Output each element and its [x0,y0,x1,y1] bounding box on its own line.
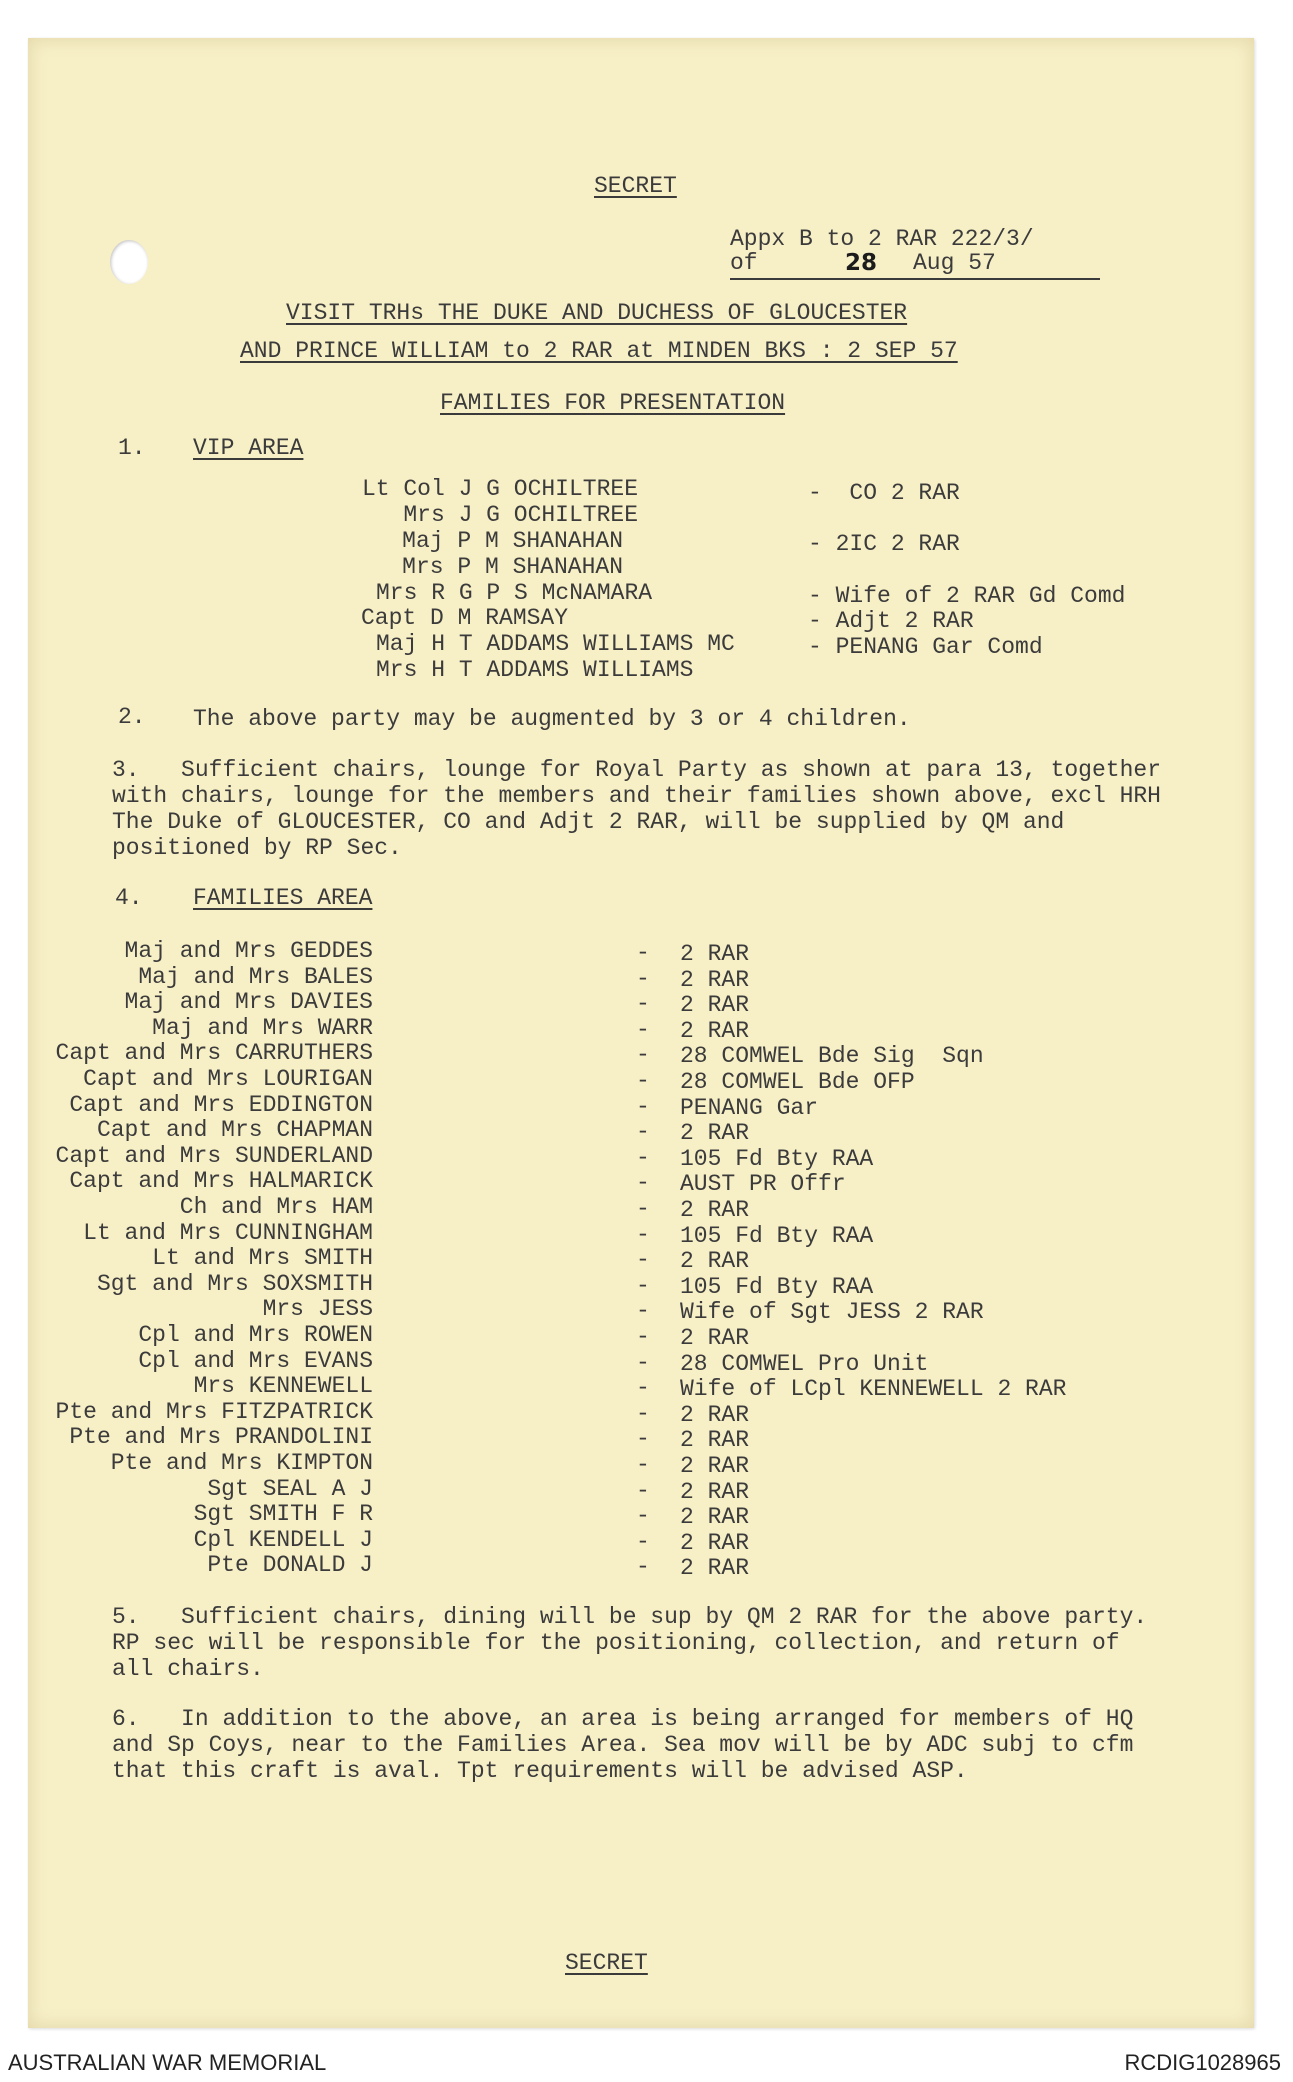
family-dash: - [636,1222,650,1248]
family-unit: 2 RAR [680,1248,750,1274]
family-name: Capt and Mrs LOURIGAN [83,1066,373,1092]
vip-name: Mrs H T ADDAMS WILLIAMS [376,657,694,683]
family-unit: 28 COMWEL Bde Sig Sqn [680,1043,984,1069]
vip-role: - CO 2 RAR [808,480,960,506]
para-2-number: 2. [118,704,146,730]
section-4-heading: FAMILIES AREA [193,885,373,911]
family-unit: Wife of Sgt JESS 2 RAR [680,1299,984,1325]
family-unit: AUST PR Offr [680,1171,846,1197]
family-unit: 2 RAR [680,1530,750,1556]
family-name: Sgt SEAL A J [207,1476,373,1502]
family-name: Capt and Mrs HALMARICK [69,1168,373,1194]
family-unit: 2 RAR [680,1453,750,1479]
family-dash: - [636,1350,650,1376]
family-unit: Wife of LCpl KENNEWELL 2 RAR [680,1376,1067,1402]
appendix-reference: Appx B to 2 RAR 222/3/ [730,226,1034,252]
family-dash: - [636,1503,650,1529]
family-name: Capt and Mrs EDDINGTON [69,1092,373,1118]
date-underline [730,278,1100,280]
family-name: Cpl and Mrs EVANS [138,1348,373,1374]
vip-name: Lt Col J G OCHILTREE [361,476,638,502]
vip-role: - 2IC 2 RAR [808,531,960,557]
para-5-number: 5. [112,1604,140,1630]
family-dash: - [636,991,650,1017]
family-name: Maj and Mrs DAVIES [124,989,373,1015]
family-dash: - [636,966,650,992]
family-dash: - [636,1145,650,1171]
family-unit: PENANG Gar [680,1095,819,1121]
family-unit: 2 RAR [680,1325,750,1351]
section-1-heading: VIP AREA [193,435,304,461]
family-dash: - [636,1324,650,1350]
family-dash: - [636,1042,650,1068]
family-name: Capt and Mrs SUNDERLAND [55,1143,373,1169]
family-dash: - [636,1247,650,1273]
family-unit: 2 RAR [680,1018,750,1044]
family-unit: 2 RAR [680,1555,750,1581]
family-name: Pte and Mrs FITZPATRICK [55,1399,373,1425]
family-name: Lt and Mrs CUNNINGHAM [83,1220,373,1246]
family-dash: - [636,1529,650,1555]
para-3 [112,757,1162,861]
vip-name: Mrs R G P S McNAMARA [376,580,653,606]
family-name: Pte and Mrs KIMPTON [110,1450,373,1476]
classification-bottom: SECRET [565,1950,648,1976]
para-5-text: Sufficient chairs, dining will be sup by QM 2 RAR for the above party. RP sec will be responsible for the positioning, collection, and return of all chairs. [112,1604,1148,1682]
family-unit: 105 Fd Bty RAA [680,1223,874,1249]
family-unit: 2 RAR [680,941,750,967]
family-dash: - [636,1068,650,1094]
family-name: Cpl KENDELL J [193,1527,373,1553]
family-dash: - [636,1452,650,1478]
family-dash: - [636,1401,650,1427]
classification-top: SECRET [594,173,677,199]
subtitle: FAMILIES FOR PRESENTATION [440,390,786,416]
vip-name: Capt D M RAMSAY [361,605,569,631]
family-unit: 28 COMWEL Pro Unit [680,1351,929,1377]
family-name: Mrs KENNEWELL [193,1373,373,1399]
vip-role: - Adjt 2 RAR [808,608,974,634]
family-dash: - [636,1478,650,1504]
para-6 [112,1706,1162,1784]
family-unit: 105 Fd Bty RAA [680,1274,874,1300]
vip-role: - PENANG Gar Comd [808,634,1043,660]
appendix-date-month: Aug 57 [913,250,996,276]
family-name: Maj and Mrs WARR [152,1015,373,1041]
family-dash: - [636,1017,650,1043]
family-name: Capt and Mrs CHAPMAN [96,1117,373,1143]
family-dash: - [636,1273,650,1299]
family-dash: - [636,1298,650,1324]
punch-hole [110,240,148,284]
para-6-number: 6. [112,1706,140,1732]
family-unit: 2 RAR [680,1504,750,1530]
family-dash: - [636,1196,650,1222]
appendix-date-label: of [730,250,758,276]
family-name: Maj and Mrs GEDDES [124,938,373,964]
family-name: Ch and Mrs HAM [179,1194,373,1220]
family-unit: 2 RAR [680,1120,750,1146]
archive-credit: AUSTRALIAN WAR MEMORIAL [8,2050,327,2075]
family-unit: 105 Fd Bty RAA [680,1146,874,1172]
family-name: Mrs JESS [262,1296,373,1322]
para-5 [112,1604,1162,1682]
vip-role: - Wife of 2 RAR Gd Comd [808,583,1126,609]
family-name: Capt and Mrs CARRUTHERS [55,1040,373,1066]
family-unit: 28 COMWEL Bde OFP [680,1069,915,1095]
para-6-text: In addition to the above, an area is being arranged for members of HQ and Sp Coys, near to the Families Area. Sea mov will be by ADC subj to cfm that this craft is aval. Tpt requirements will be advised ASP. [112,1706,1134,1784]
family-name: Sgt and Mrs SOXSMITH [96,1271,373,1297]
family-unit: 2 RAR [680,967,750,993]
family-unit: 2 RAR [680,992,750,1018]
archive-id: RCDIG1028965 [1124,2050,1281,2075]
title-line-1: VISIT TRHs THE DUKE AND DUCHESS OF GLOUCESTER [286,300,908,326]
family-unit: 2 RAR [680,1402,750,1428]
family-dash: - [636,1119,650,1145]
family-dash: - [636,1170,650,1196]
family-dash: - [636,1426,650,1452]
family-name: Maj and Mrs BALES [138,964,373,990]
family-dash: - [636,1375,650,1401]
para-3-text: Sufficient chairs, lounge for Royal Party as shown at para 13, together with chairs, lounge for the members and their families shown above, excl HRH The Duke of GLOUCESTER, CO and Adjt 2 RAR, will be supplied by QM and positioned by RP Sec. [112,757,1161,861]
para-3-number: 3. [112,757,140,783]
title-line-2: AND PRINCE WILLIAM to 2 RAR at MINDEN BKS : 2 SEP 57 [240,338,958,364]
family-dash: - [636,1554,650,1580]
vip-name: Mrs P M SHANAHAN [402,554,623,580]
family-unit: 2 RAR [680,1479,750,1505]
vip-name: Mrs J G OCHILTREE [403,502,638,528]
family-name: Cpl and Mrs ROWEN [138,1322,373,1348]
family-name: Lt and Mrs SMITH [152,1245,373,1271]
family-name: Pte and Mrs PRANDOLINI [69,1424,373,1450]
section-4-number: 4. [115,885,143,911]
family-dash: - [636,940,650,966]
section-1-number: 1. [118,435,146,461]
para-2-text: The above party may be augmented by 3 or 4 children. [193,706,911,732]
family-name: Sgt SMITH F R [193,1501,373,1527]
vip-name: Maj H T ADDAMS WILLIAMS MC [376,631,735,657]
family-dash: - [636,1094,650,1120]
vip-name: Maj P M SHANAHAN [402,528,623,554]
family-unit: 2 RAR [680,1427,750,1453]
appendix-date-day: 28 [845,250,878,276]
family-unit: 2 RAR [680,1197,750,1223]
family-name: Pte DONALD J [207,1552,373,1578]
